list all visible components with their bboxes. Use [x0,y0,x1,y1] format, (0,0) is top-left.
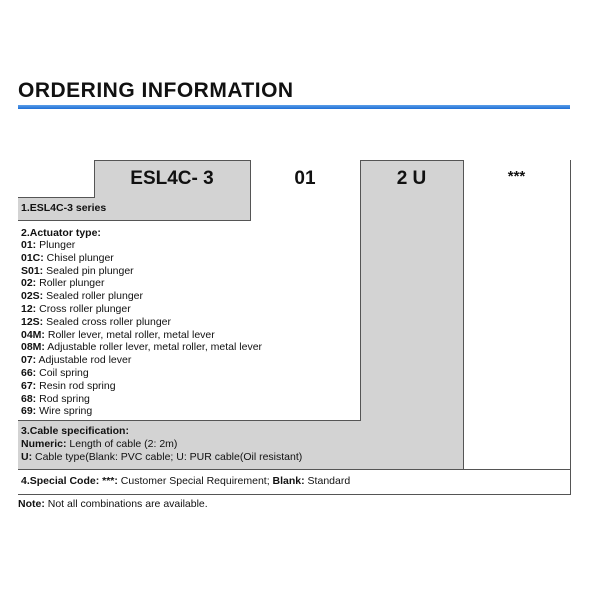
actuator-item-desc: Coil spring [36,366,89,379]
actuator-item-code: 67: [21,379,37,392]
series-bottom-border [18,220,251,221]
special-bottom-border [18,494,571,495]
special-line [21,475,350,488]
actuator-section-label: 2.Actuator type: [21,227,101,239]
page-title: ORDERING INFORMATION [18,79,294,102]
special-code: *** [507,168,526,185]
cable-code-block [360,160,463,469]
actuator-list [21,239,262,418]
actuator-item-code: 08M: [21,341,45,354]
actuator-item-desc: Roller lever, metal roller, metal lever [44,328,215,341]
actuator-item-desc: Sealed cross roller plunger [43,315,172,328]
actuator-item-code: 01C: [21,251,44,264]
actuator-item-code: 07: [21,354,37,367]
series-top-border [94,160,250,161]
cable-left-border [360,160,361,421]
actuator-item [21,303,262,316]
title-underline [18,105,570,109]
actuator-code: 01 [294,168,316,189]
actuator-item [21,329,262,342]
special-right-border [570,160,571,495]
cable-u-desc: Cable type(Blank: PVC cable; U: PUR cable(Oil resistant) [32,451,303,463]
cable-numeric-line [21,438,177,451]
actuator-item-code: 68: [21,392,37,405]
cable-numeric-desc: Length of cable (2: 2m) [66,438,178,450]
note-label: Note: [18,498,45,510]
actuator-item [21,393,262,406]
actuator-item [21,354,262,367]
actuator-item [21,239,262,252]
cable-numeric-label: Numeric: [21,438,67,450]
special-top-border [18,469,571,470]
actuator-item [21,341,262,354]
series-section-label: 1.ESL4C-3 series [21,202,107,214]
actuator-item-code: 66: [21,366,37,379]
actuator-item [21,405,262,418]
cable-right-border [463,160,464,470]
actuator-item-desc: Plunger [36,239,76,251]
special-blank-desc: Standard [304,475,351,487]
footnote [18,498,208,511]
actuator-item-desc: Adjustable roller lever, metal roller, metal lever [44,341,263,354]
actuator-item-code: 01: [21,239,37,251]
series-mid-border [18,197,95,198]
actuator-item-desc: Roller plunger [36,277,105,290]
actuator-item-desc: Cross roller plunger [36,302,131,315]
actuator-item-desc: Sealed pin plunger [43,264,134,277]
series-code: ESL4C- 3 [130,168,214,189]
actuator-item [21,252,262,265]
actuator-item-code: 12S: [21,315,44,328]
actuator-item-code: 02: [21,277,37,290]
note-text: Not all combinations are available. [44,498,208,510]
special-section-label: 4.Special Code: [21,475,100,487]
cable-section-label: 3.Cable specification: [21,425,129,437]
actuator-item-desc: Sealed roller plunger [43,290,143,303]
actuator-item-desc: Wire spring [36,405,93,418]
actuator-item [21,265,262,278]
actuator-item-code: S01: [21,264,44,277]
special-blank-label: Blank: [272,475,305,487]
actuator-item-code: 69: [21,405,37,418]
special-code-desc: Customer Special Requirement; [117,475,270,487]
special-code-label: ***: [102,475,118,487]
actuator-item-code: 04M: [21,328,45,341]
actuator-item [21,290,262,303]
actuator-item-desc: Rod spring [36,392,90,405]
actuator-bottom-border [18,420,361,421]
actuator-item [21,316,262,329]
actuator-item [21,380,262,393]
cable-u-label: U: [21,451,33,463]
cable-top-border [360,160,463,161]
actuator-item-code: 12: [21,302,37,315]
actuator-item-desc: Adjustable rod lever [36,354,132,367]
cable-u-line [21,451,302,464]
actuator-item-desc: Resin rod spring [36,379,116,392]
actuator-item-code: 02S: [21,290,44,303]
actuator-item [21,277,262,290]
actuator-item [21,367,262,380]
cable-code: 2 U [396,168,427,189]
actuator-item-desc: Chisel plunger [43,251,114,264]
